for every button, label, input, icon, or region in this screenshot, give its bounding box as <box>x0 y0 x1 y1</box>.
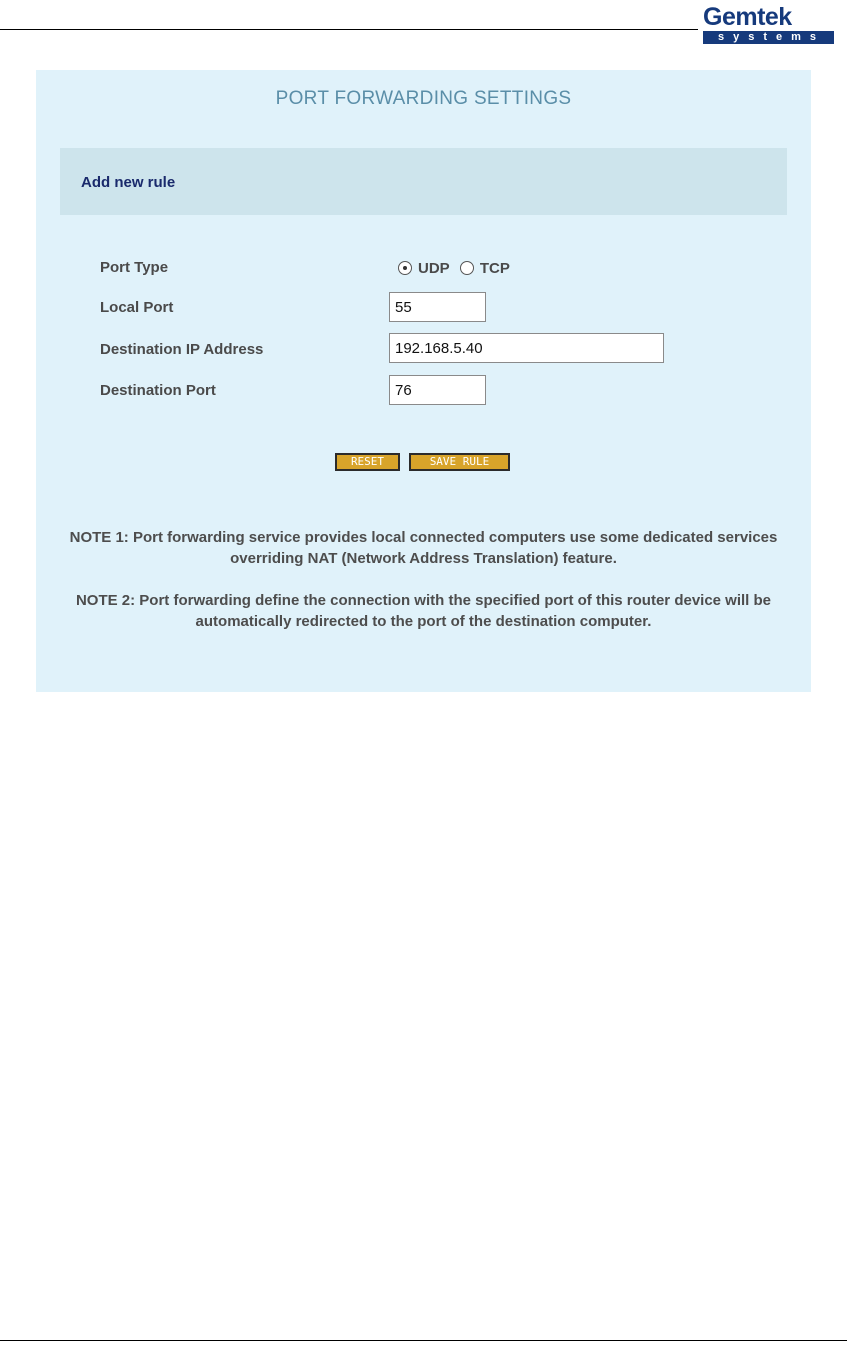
reset-button[interactable]: RESET <box>335 453 400 471</box>
tcp-radio[interactable] <box>460 261 474 275</box>
destination-port-label: Destination Port <box>100 382 216 399</box>
port-type-label: Port Type <box>100 259 169 276</box>
note-2: NOTE 2: Port forwarding define the connection with the specified port of this router device will be automatically redirected to the port of the destination computer. <box>75 592 772 630</box>
tcp-radio-label: TCP <box>479 260 510 277</box>
destination-ip-label: Destination IP Address <box>100 341 264 358</box>
udp-radio-label: UDP <box>418 260 450 277</box>
logo-tagline: systems <box>703 31 834 44</box>
port-forwarding-panel <box>36 70 811 692</box>
port-type-radio-group <box>398 260 516 280</box>
logo-wordmark: Gemtek <box>703 3 792 31</box>
destination-port-input[interactable] <box>389 375 486 405</box>
save-rule-button[interactable]: SAVE RULE <box>409 453 510 471</box>
local-port-label: Local Port <box>100 299 174 316</box>
header-rule <box>0 29 698 30</box>
udp-radio[interactable] <box>398 261 412 275</box>
local-port-input[interactable] <box>389 292 486 322</box>
destination-ip-input[interactable] <box>389 333 664 363</box>
footer-rule <box>0 1340 847 1341</box>
note-1: NOTE 1: Port forwarding service provides local connected computers use some dedicated services overriding NAT (Network Address Translation) feature. <box>69 529 778 567</box>
section-header <box>60 148 787 215</box>
gemtek-logo <box>703 4 834 44</box>
page-title: PORT FORWARDING SETTINGS <box>275 88 572 109</box>
section-title: Add new rule <box>81 174 176 191</box>
